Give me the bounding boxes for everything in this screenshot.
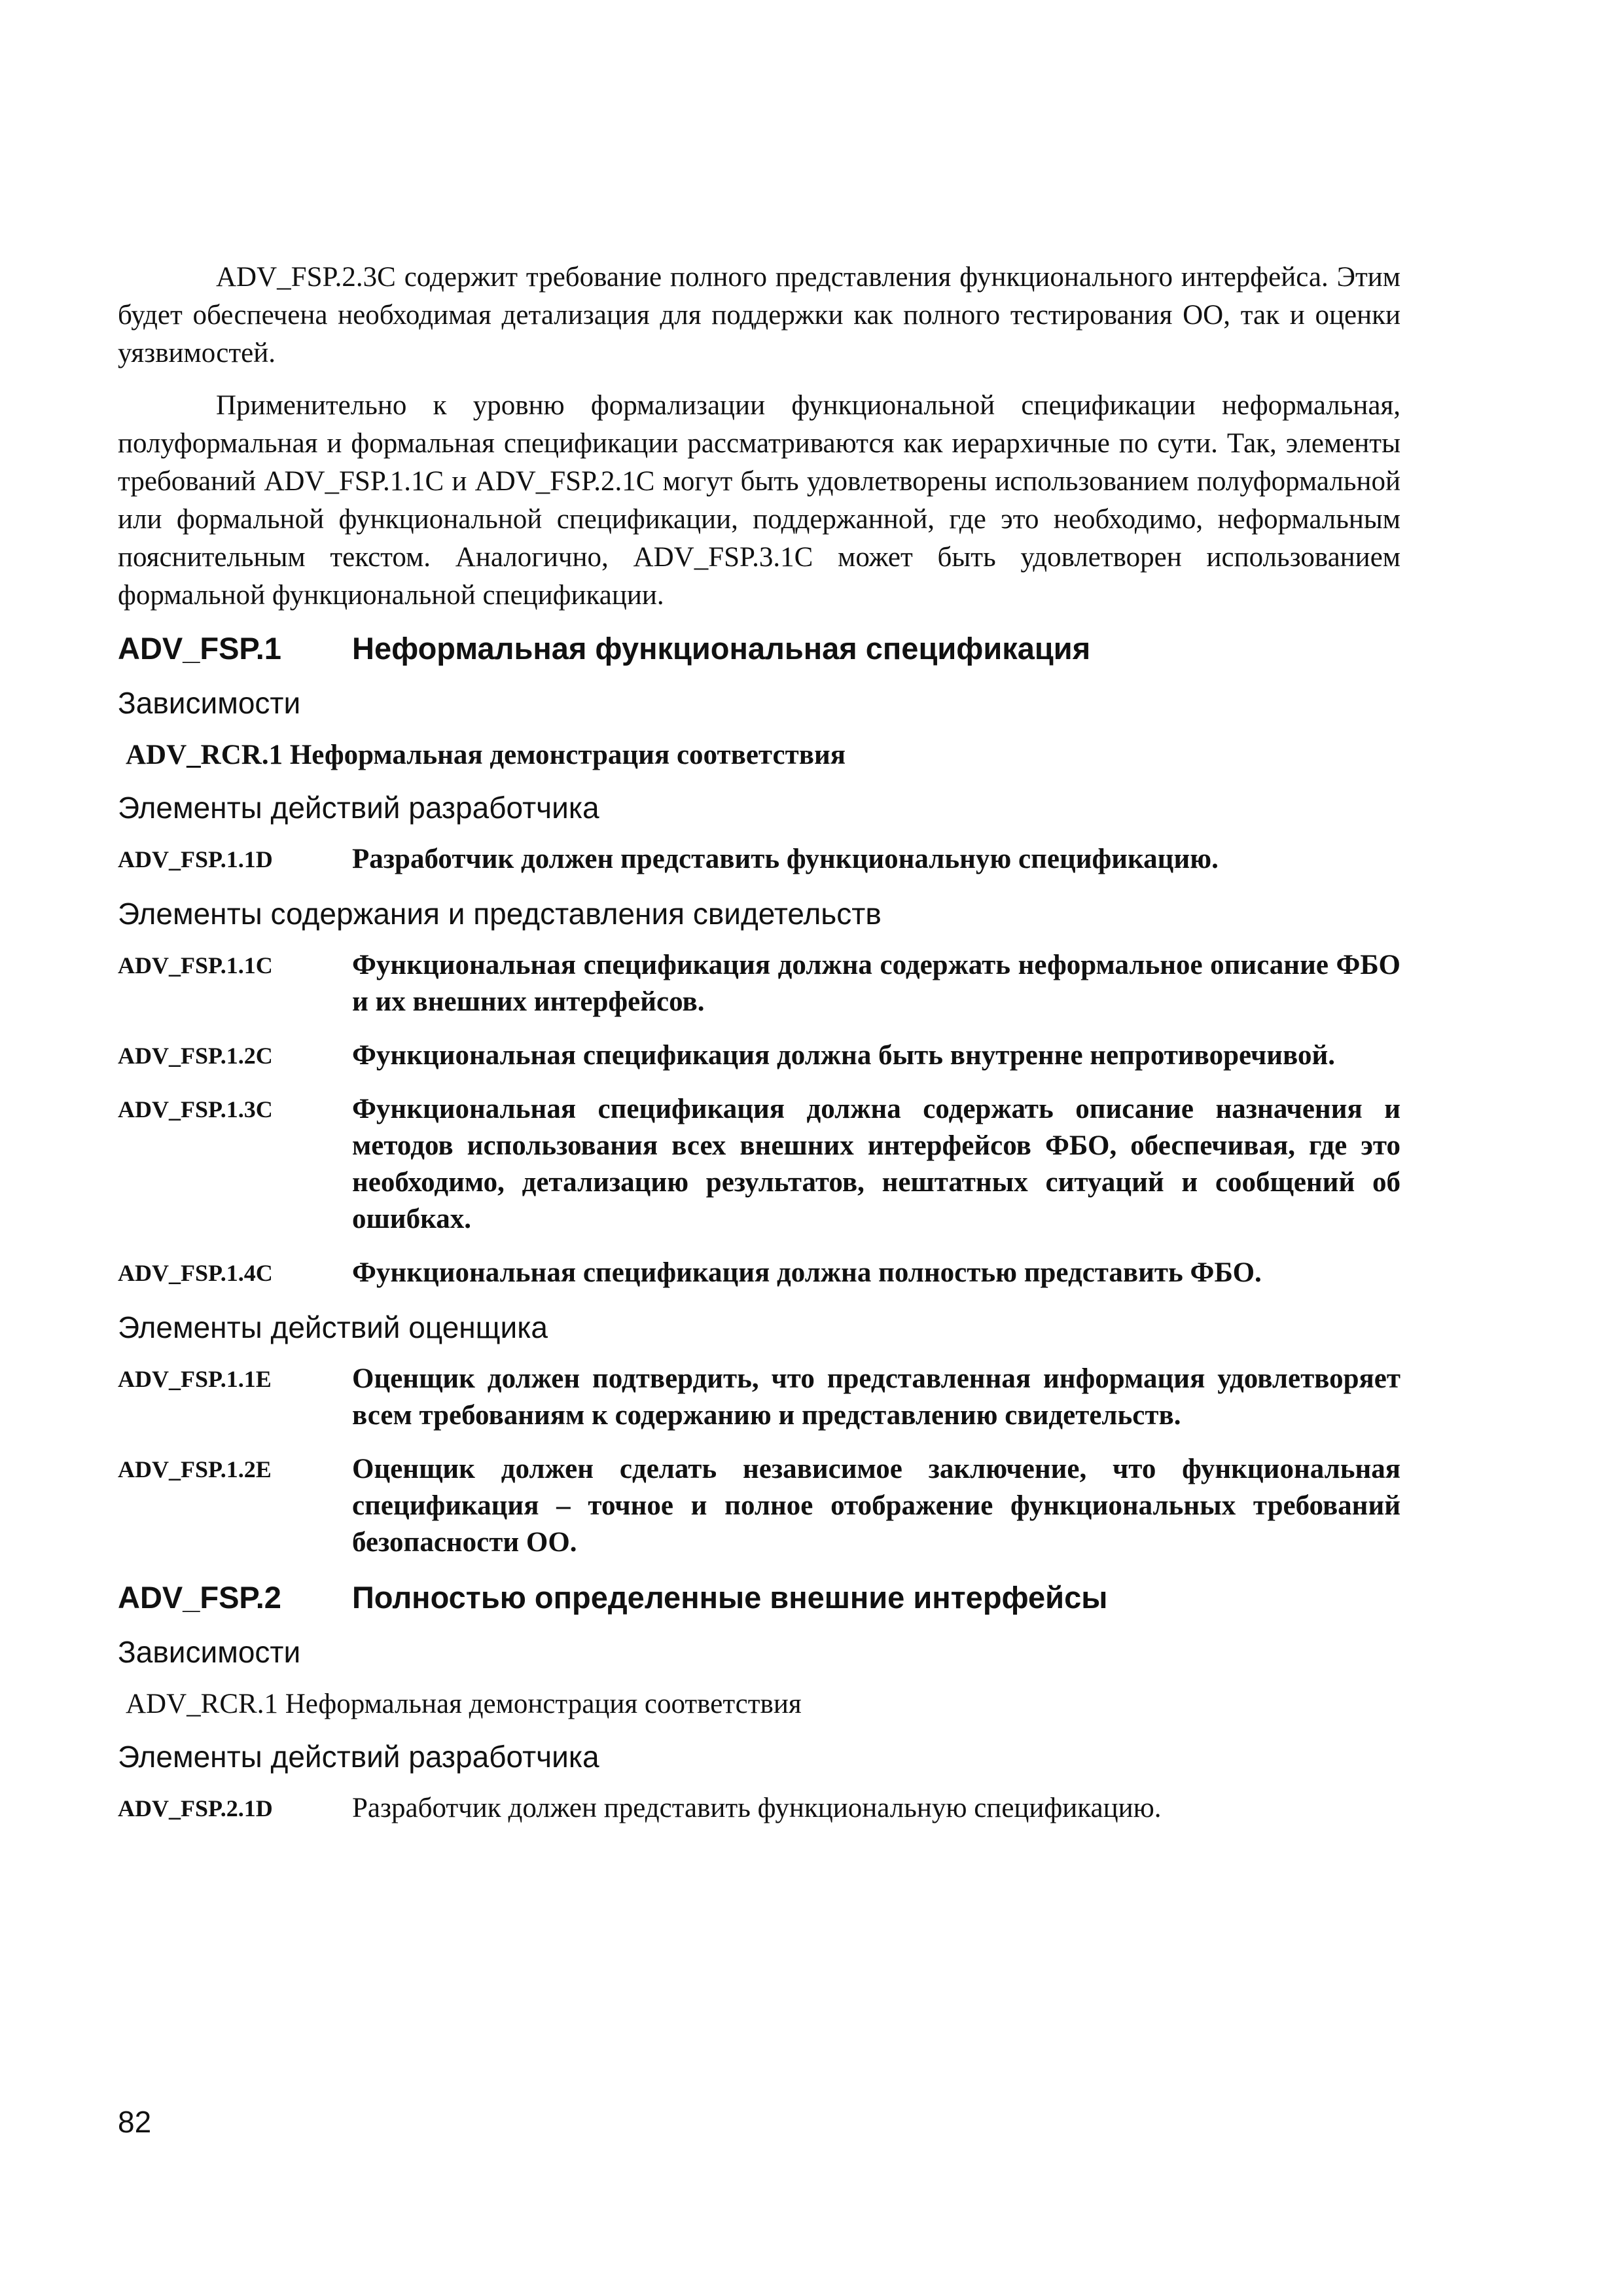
dependencies-heading: Зависимости xyxy=(118,1635,301,1669)
requirement-text: Функциональная спецификация должна быть внутренне непротиворечивой. xyxy=(352,1040,1335,1071)
requirement-text: Функциональная спецификация должна содержать неформальное описание ФБО и их внешних интерфейсов. xyxy=(352,950,1400,1017)
requirement-item xyxy=(118,1361,1400,1434)
requirement-item xyxy=(118,841,1400,878)
requirement-item xyxy=(118,947,1400,1020)
requirement-text: Оценщик должен подтвердить, что представленная информация удовлетворяет всем требованиям к содержанию и представлению свидетельств. xyxy=(352,1363,1400,1431)
requirement-text: Разработчик должен представить функциональную спецификацию. xyxy=(352,1793,1162,1823)
requirement-code: ADV_FSP.1.2E xyxy=(118,1456,272,1482)
intro-paragraph-2: Применительно к уровню формализации функциональной спецификации неформальная, полуформальная и формальная спецификации рассматриваются как иерархичные по сути. Так, элементы требований ADV_FSP.1.1C и ADV_FSP.2.1C могут быть удовлетворены использованием полуформальной или формальной функциональной спецификации, поддержанной, где это необходимо, неформальным пояснительным текстом. Аналогично, ADV_FSP.3.1C может быть удовлетворен использованием формальной функциональной спецификации. xyxy=(118,390,1400,611)
requirement-item xyxy=(118,1255,1400,1291)
requirement-code: ADV_FSP.2.1D xyxy=(118,1795,273,1821)
requirement-text: Разработчик должен представить функциональную спецификацию. xyxy=(352,844,1219,874)
section-heading-fsp1 xyxy=(118,629,1400,668)
requirement-text: Функциональная спецификация должна полностью представить ФБО. xyxy=(352,1257,1262,1288)
content-elements-heading: Элементы содержания и представления свидетельств xyxy=(118,897,882,931)
evaluator-actions-heading: Элементы действий оценщика xyxy=(118,1310,548,1344)
section-title: Полностью определенные внешние интерфейсы xyxy=(352,1580,1108,1615)
requirement-item xyxy=(118,1037,1400,1074)
requirement-code: ADV_FSP.1.1D xyxy=(118,846,273,872)
requirement-item xyxy=(118,1451,1400,1561)
requirement-code: ADV_FSP.1.4C xyxy=(118,1260,273,1286)
requirement-code: ADV_FSP.1.1E xyxy=(118,1366,272,1392)
requirement-item xyxy=(118,1790,1400,1827)
developer-actions-heading: Элементы действий разработчика xyxy=(118,791,599,825)
developer-actions-heading: Элементы действий разработчика xyxy=(118,1740,599,1774)
requirement-item xyxy=(118,1091,1400,1238)
document-page xyxy=(118,259,1400,1844)
requirement-text: Функциональная спецификация должна содержать описание назначения и методов использования всех внешних интерфейсов ФБО, обеспечивая, где это необходимо, детализацию результатов, нештатных ситуаций и сообщений об ошибках. xyxy=(352,1094,1400,1234)
requirement-code: ADV_FSP.1.1C xyxy=(118,952,273,978)
dependencies-heading: Зависимости xyxy=(118,686,301,720)
requirement-code: ADV_FSP.1.3C xyxy=(118,1096,273,1122)
intro-paragraph-1: ADV_FSP.2.3C содержит требование полного представления функционального интерфейса. Этим будет обеспечена необходимая детализация для поддержки как полного тестирования ОО, так и оценки уязвимостей. xyxy=(118,262,1400,368)
dependency-line: ADV_RCR.1 Неформальная демонстрация соответствия xyxy=(126,740,846,770)
page-number: 82 xyxy=(118,2105,152,2139)
section-code: ADV_FSP.1 xyxy=(118,631,281,666)
section-code: ADV_FSP.2 xyxy=(118,1580,281,1615)
section-title: Неформальная функциональная спецификация xyxy=(352,631,1091,666)
section-heading-fsp2 xyxy=(118,1578,1400,1617)
dependency-line: ADV_RCR.1 Неформальная демонстрация соответствия xyxy=(126,1689,802,1719)
requirement-code: ADV_FSP.1.2C xyxy=(118,1043,273,1069)
requirement-text: Оценщик должен сделать независимое заключение, что функциональная спецификация – точное и полное отображение функциональных требований безопасности ОО. xyxy=(352,1454,1400,1558)
